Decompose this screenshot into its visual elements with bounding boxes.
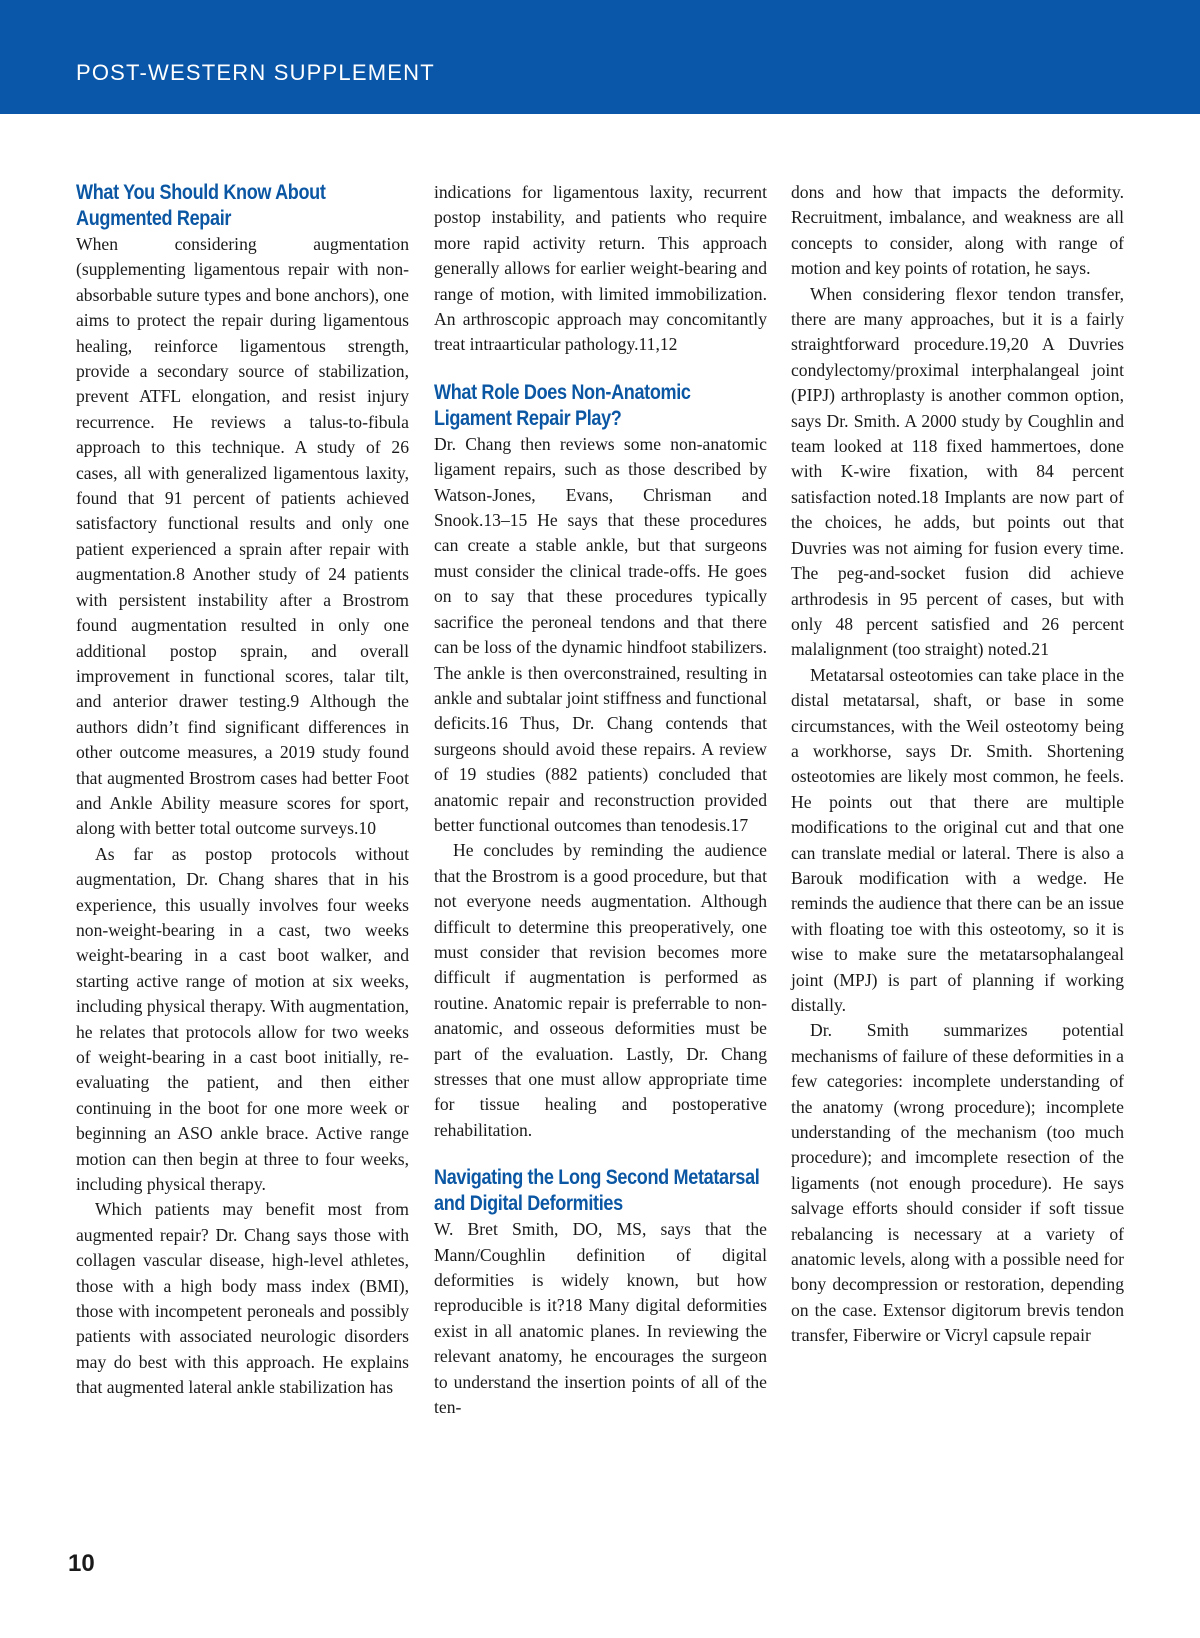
paragraph: When considering flexor tendon transfer, there are many approaches, but it is a fairly straightforward procedure.19,20 A Duvries condylectomy/proximal interphalangeal joint (PIPJ) arthroplasty is another common option, says Dr. Smith. A 2000 study by Coughlin and team looked at 118 fixed hammertoes, done with K-wire fixation, with 84 percent satisfaction noted.18 Implants are now part of the choices, he adds, but points out that Duvries was not aiming for fusion every time. The peg-and-socket fusion did achieve arthrodesis in 95 percent of cases, but with only 48 percent satisfied and 26 percent malalignment (too straight) noted.21 <box>791 283 1124 660</box>
paragraph: He concludes by reminding the audience that the Brostrom is a good procedure, but that not everyone needs augmentation. Although difficult to determine this preoperatively, one must consider that revision becomes more difficult if augmentation is performed as routine. Anatomic repair is preferrable to non-anatomic, and osseous deformities must be part of the evaluation. Lastly, Dr. Chang stresses that one must allow appropriate time for tissue healing and postoperative rehabilitation. <box>434 840 767 1140</box>
paragraph: dons and how that impacts the deformity. Recruitment, imbalance, and weakness are all concepts to consider, along with range of motion and key points of rotation, he says. <box>791 182 1124 279</box>
paragraph: Dr. Smith summarizes potential mechanisms of failure of these deformities in a few categories: incomplete understanding of the anatomy (wrong procedure); incomplete understanding of the mechanism (too much procedure); and imcomplete resection of the ligaments (not enough procedure). He says salvage efforts should consider if soft tissue rebalancing is necessary at a variety of anatomic levels, along with a possible need for bony decompression or restoration, depending on the case. Extensor digitorum brevis tendon transfer, Fiberwire or Vicryl capsule repair <box>791 1020 1124 1346</box>
paragraph: As far as postop protocols without augmentation, Dr. Chang shares that in his experience, this usually involves four weeks non-weight-bearing in a cast, two weeks weight-bearing in a cast boot walker, and starting active range of motion at six weeks, including physical therapy. With augmentation, he relates that protocols allow for two weeks of weight-bearing in a cast boot initially, re-evaluating the patient, and then either continuing in the boot for one more week or beginning an ASO ankle brace. Active range motion can then begin at three to four weeks, including physical therapy. <box>76 843 410 1195</box>
paragraph: Which patients may benefit most from augmented repair? Dr. Chang says those with collagen vascular disease, high-level athletes, those with a high body mass index (BMI), those with incompetent peroneals and possibly patients with associated neurologic disorders may do best with this approach. He explains that augmented lateral ankle stabilization has <box>76 1199 409 1398</box>
paragraph: W. Bret Smith, DO, MS, says that the Mann/Coughlin definition of digital deformities is widely known, but how reproducible is it?18 Many digital deformities exist in all anatomic planes. In reviewing the relevant anatomy, he encourages the surgeon to understand the insertion points of all of the ten- <box>434 1219 767 1418</box>
column-3 <box>791 180 1124 1349</box>
paragraph: Metatarsal osteotomies can take place in the distal metatarsal, shaft, or base in some circumstances, with the Weil osteotomy being a workhorse, says Dr. Smith. Shortening osteotomies are likely most common, he feels. He points out that there are multiple modifications to the original cut and that one can translate medial or lateral. There is also a Barouk modification with a wedge. He reminds the audience that there can be an issue with floating toe with this osteotomy, so it is wise to make sure the metatarsophalangeal joint (MPJ) is part of planning if working distally. <box>791 664 1124 1015</box>
paragraph: Dr. Chang then reviews some non-anatomic ligament repairs, such as those described by Watson-Jones, Evans, Chrisman and Snook.13–15 He says that these procedures can create a stable ankle, but that surgeons must consider the clinical trade-offs. He goes on to say that these procedures typically sacrifice the peroneal tendons and that there can be loss of the dynamic hindfoot stabilizers. The ankle is then overconstrained, resulting in ankle and subtalar joint stiffness and functional deficits.16 Thus, Dr. Chang contends that surgeons should avoid these repairs. A review of 19 studies (882 patients) concluded that anatomic repair and reconstruction provided better functional outcomes than tenodesis.17 <box>434 433 767 835</box>
heading-non-anatomic-repair: What Role Does Non-Anatomic Ligament Repair Play? <box>434 380 691 430</box>
page-number: 10 <box>68 1550 95 1577</box>
column-1 <box>76 180 409 1401</box>
header-banner <box>0 0 1200 114</box>
heading-augmented-repair: What You Should Know About Augmented Repair <box>76 181 326 230</box>
paragraph: indications for ligamentous laxity, recurrent postop instability, and patients who require more rapid activity return. This approach generally allows for earlier weight-bearing and range of motion, with limited immobilization. An arthroscopic approach may concomitantly treat intraarticular pathology.11,12 <box>434 182 767 355</box>
supplement-title: POST-WESTERN SUPPLEMENT <box>76 60 435 85</box>
heading-long-second-metatarsal: Navigating the Long Second Metatarsal and Digital Deformities <box>434 1166 760 1216</box>
paragraph: When considering augmentation (supplementing ligamentous repair with non-absorbable suture types and bone anchors), one aims to protect the repair during ligamentous healing, reinforce ligamentous strength, provide a secondary source of stabilization, prevent ATFL elongation, and resist injury recurrence. He reviews a talus-to-fibula approach to this technique. A study of 26 cases, all with generalized ligamentous laxity, found that 91 percent of patients achieved satisfactory functional results and only one patient experienced a sprain after repair with augmentation.8 Another study of 24 patients with persistent instability after a Brostrom found augmentation resulted in only one additional postop sprain, and overall improvement in functional scores, talar tilt, and anterior drawer testing.9 Although the authors didn’t find significant differences in other outcome measures, a 2019 study found that augmented Brostrom cases had better Foot and Ankle Ability measure scores for sport, along with better total outcome surveys.10 <box>76 234 409 839</box>
column-2 <box>434 180 767 1420</box>
